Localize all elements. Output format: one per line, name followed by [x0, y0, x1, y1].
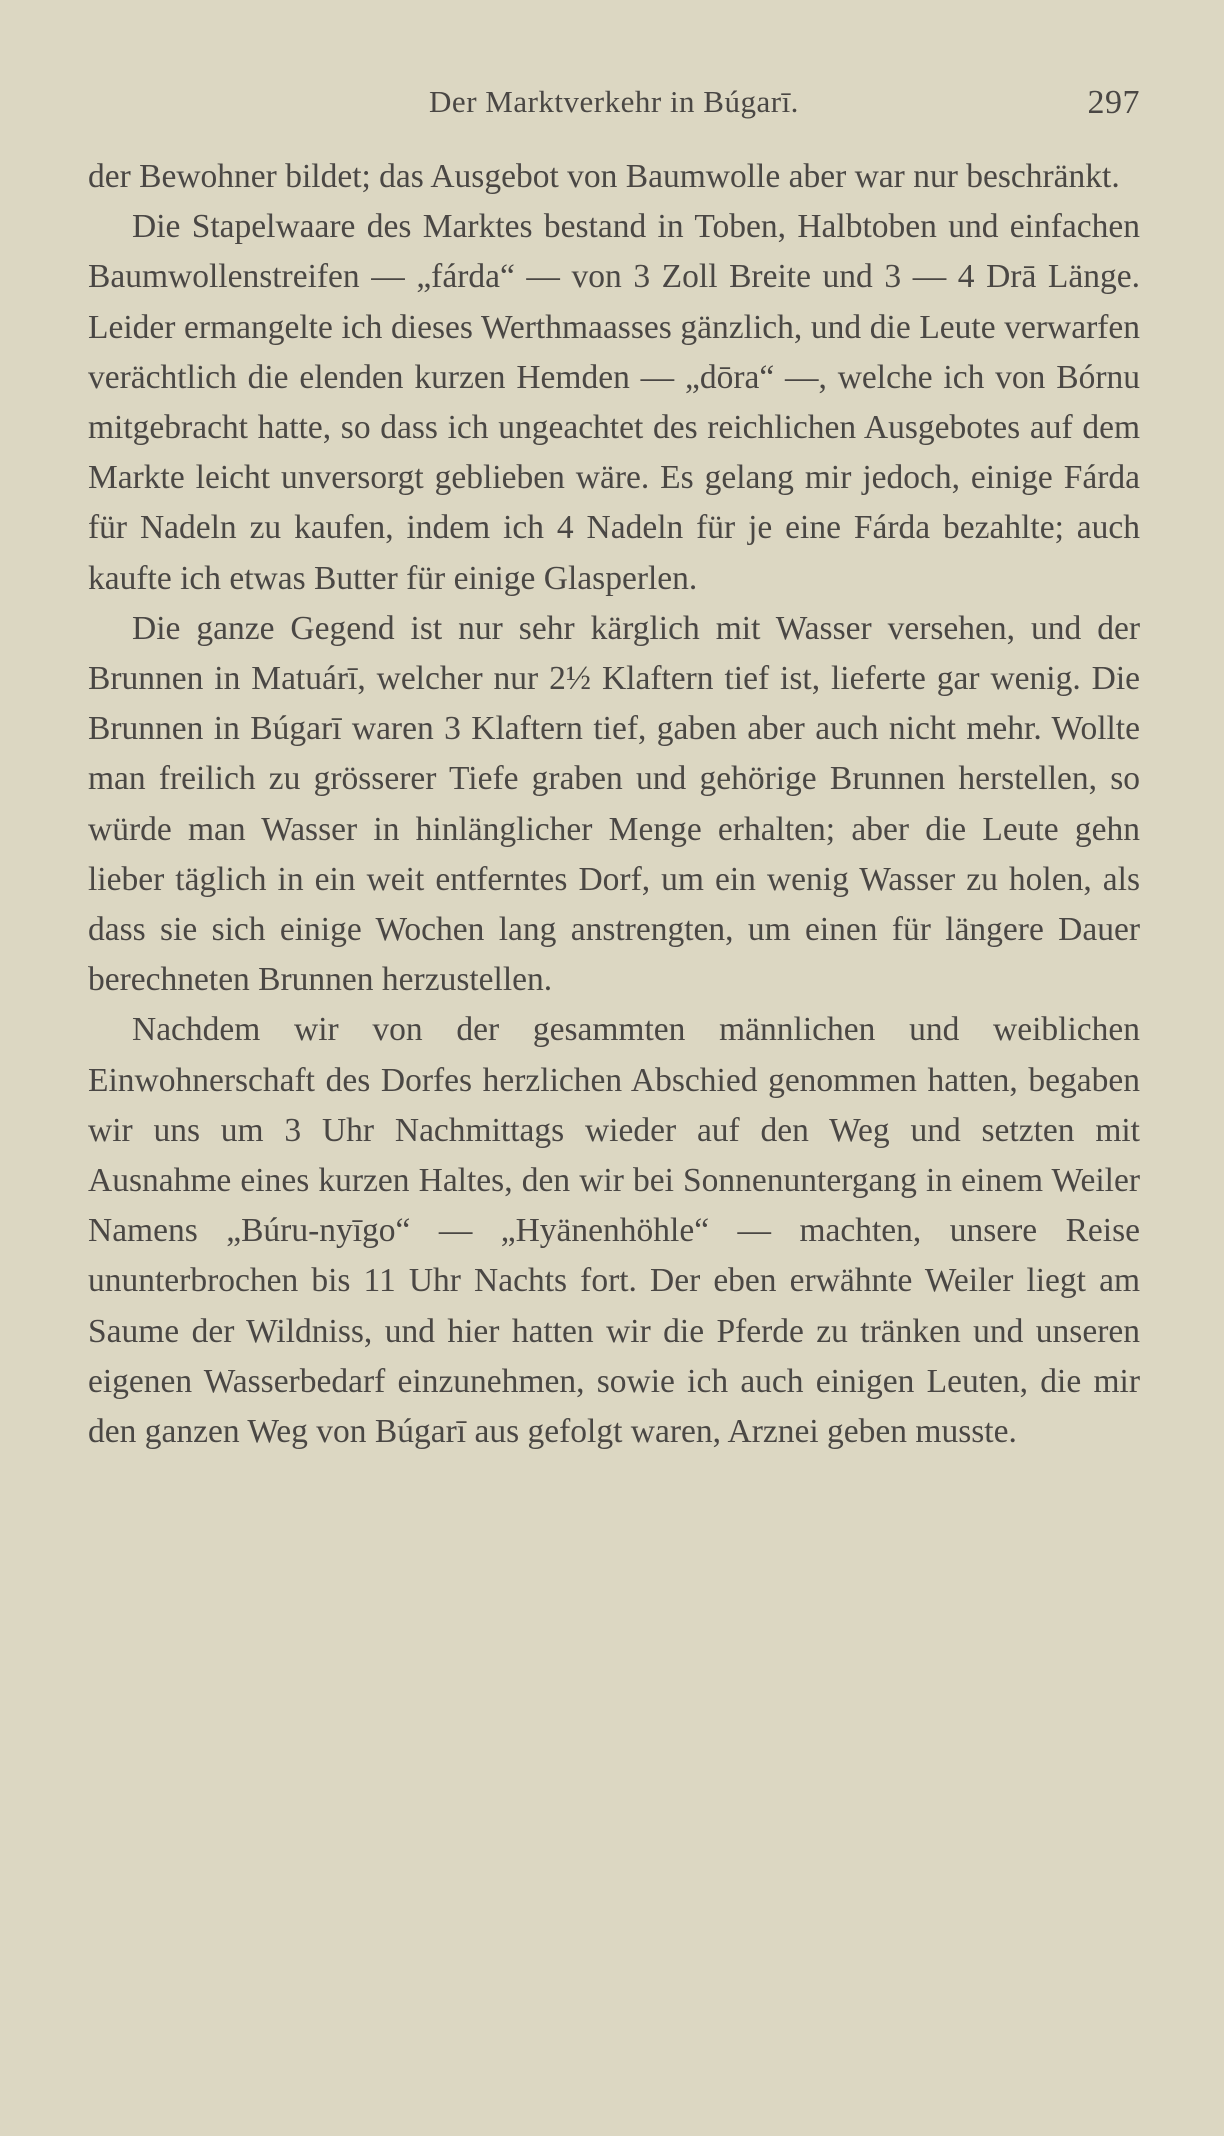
page-number: 297: [1087, 84, 1140, 121]
paragraph-water-wells: Die ganze Gegend ist nur sehr kärglich mit Wasser versehen, und der Brunnen in Matuárī, welcher nur 2½ Klaftern tief ist, lieferte gar wenig. Die Brunnen in Búgarī waren 3 Klaftern tief, gaben aber auch nicht mehr. Wollte man freilich zu grösserer Tiefe graben und gehörige Brunnen herstellen, so würde man Wasser in hinlänglicher Menge erhalten; aber die Leute gehn lieber täglich in ein weit entferntes Dorf, um ein wenig Wasser zu holen, als dass sie sich einige Wochen lang anstrengten, um einen für längere Dauer berechneten Brunnen herzustellen.: [88, 609, 1140, 999]
running-head: [88, 84, 1140, 134]
paragraph-continuation: der Bewohner bildet; das Ausgebot von Baumwolle aber war nur beschränkt.: [88, 158, 1120, 195]
paragraph-departure: Nachdem wir von der gesammten männlichen und weiblichen Einwohnerschaft des Dorfes herzlichen Abschied genommen hatten, begaben wir uns um 3 Uhr Nachmittags wieder auf den Weg und setzten mit Ausnahme eines kurzen Haltes, den wir bei Sonnenuntergang in einem Weiler Namens „Búru-nyīgo“ — „Hyänenhöhle“ — machten, unsere Reise ununterbrochen bis 11 Uhr Nachts fort. Der eben erwähnte Weiler liegt am Saume der Wildniss, und hier hatten wir die Pferde zu tränken und unseren eigenen Wasserbedarf einzunehmen, sowie ich auch einigen Leuten, die mir den ganzen Weg von Búgarī aus gefolgt waren, Arznei geben musste.: [88, 1011, 1140, 1451]
running-title: Der Marktverkehr in Búgarī.: [429, 84, 799, 119]
body-text: [88, 152, 1140, 1457]
paragraph-market-goods: Die Stapelwaare des Marktes bestand in Toben, Halbtoben und einfachen Baumwollenstreifen — „fárda“ — von 3 Zoll Breite und 3 — 4 Drā Länge. Leider ermangelte ich dieses Werthmaasses gänzlich, und die Leute verwarfen verächtlich die elenden kurzen Hemden — „dōra“ —, welche ich von Bórnu mitgebracht hatte, so dass ich ungeachtet des reichlichen Ausgebotes auf dem Markte leicht unversorgt geblieben wäre. Es gelang mir jedoch, einige Fárda für Nadeln zu kaufen, indem ich 4 Nadeln für je eine Fárda bezahlte; auch kaufte ich etwas Butter für einige Glasperlen.: [88, 208, 1140, 597]
